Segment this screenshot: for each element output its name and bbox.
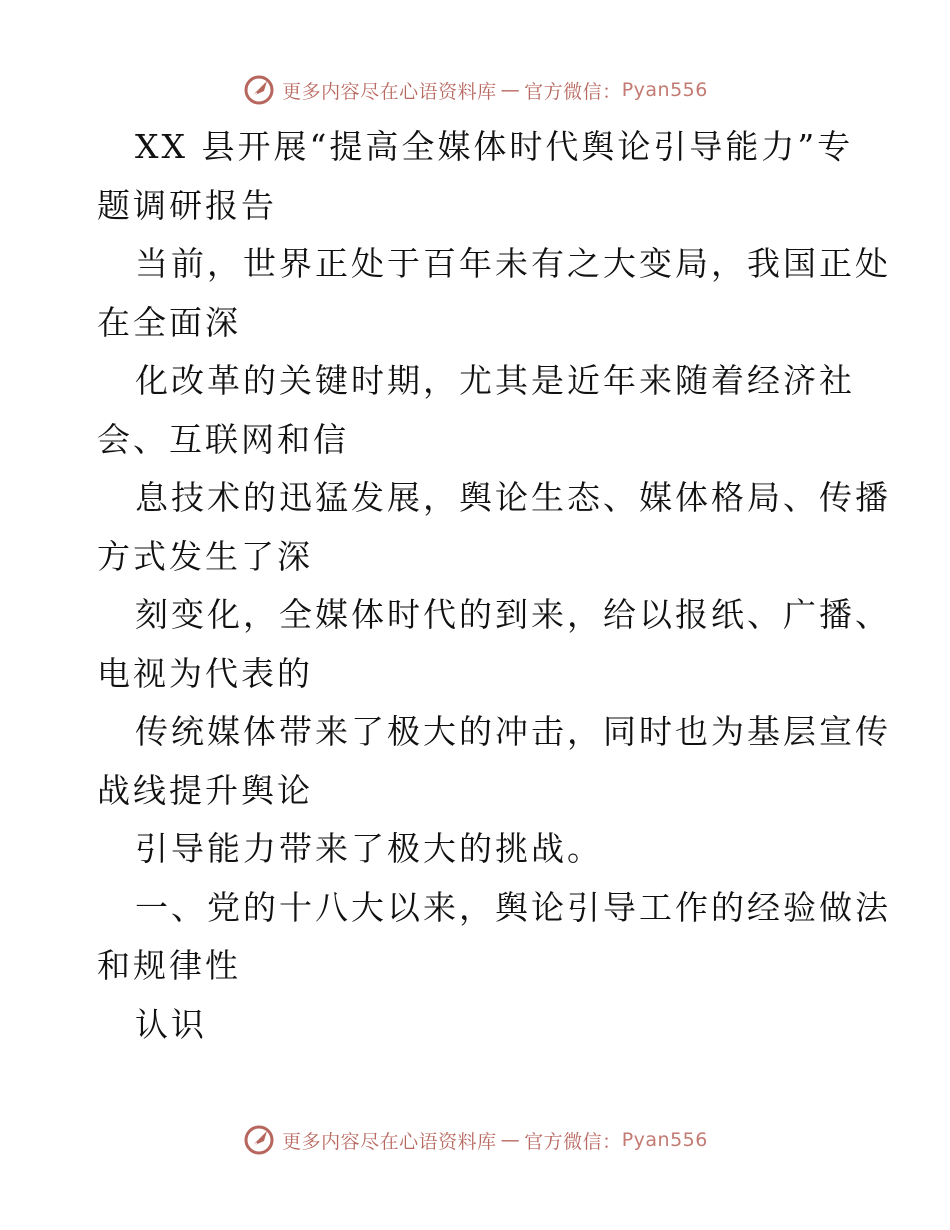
paragraph-line: 传统媒体带来了极大的冲击，同时也为基层宣传 — [135, 712, 891, 751]
paragraph-line: 引导能力带来了极大的挑战。 — [135, 829, 603, 868]
watermark-separator: — — [500, 1129, 521, 1151]
paragraph-line: 化改革的关键时期，尤其是近年来随着经济社 — [135, 361, 855, 400]
watermark-text: 更多内容尽在心语资料库 — [282, 80, 497, 103]
paragraph-line: 当前，世界正处于百年未有之大变局，我国正处 — [135, 244, 891, 283]
section-heading-line-2: 和规律性 — [97, 946, 241, 985]
watermark-wechat-label: 官方微信： — [524, 80, 622, 103]
footer-watermark — [0, 1120, 950, 1160]
document-body — [97, 118, 891, 1054]
paragraph-line: 会、互联网和信 — [97, 419, 349, 459]
header-watermark — [0, 70, 950, 110]
paragraph-line: 刻变化，全媒体时代的到来，给以报纸、广播、 — [135, 595, 891, 634]
watermark-wechat-label: 官方微信： — [524, 1130, 622, 1153]
paragraph-line: 在全面深 — [97, 302, 241, 342]
quill-circle-logo-icon — [242, 73, 276, 107]
paragraph-line: 息技术的迅猛发展，舆论生态、媒体格局、传播 — [135, 478, 891, 517]
section-heading-line-3: 认识 — [135, 1004, 207, 1044]
watermark-wechat-id: Pyan556 — [621, 1129, 708, 1151]
paragraph-line: 方式发生了深 — [97, 536, 313, 576]
quill-circle-logo-icon — [242, 1123, 276, 1157]
title-line-1: XX 县开展“提高全媒体时代舆论引导能力”专 — [135, 127, 854, 166]
watermark-text: 更多内容尽在心语资料库 — [282, 1130, 497, 1153]
title-line-2: 题调研报告 — [97, 185, 277, 225]
paragraph-line: 战线提升舆论 — [97, 770, 313, 810]
paragraph-line: 电视为代表的 — [97, 653, 313, 693]
watermark-separator: — — [500, 79, 521, 101]
watermark-wechat-id: Pyan556 — [621, 79, 708, 101]
section-heading-line-1: 一、党的十八大以来，舆论引导工作的经验做法 — [135, 887, 891, 927]
